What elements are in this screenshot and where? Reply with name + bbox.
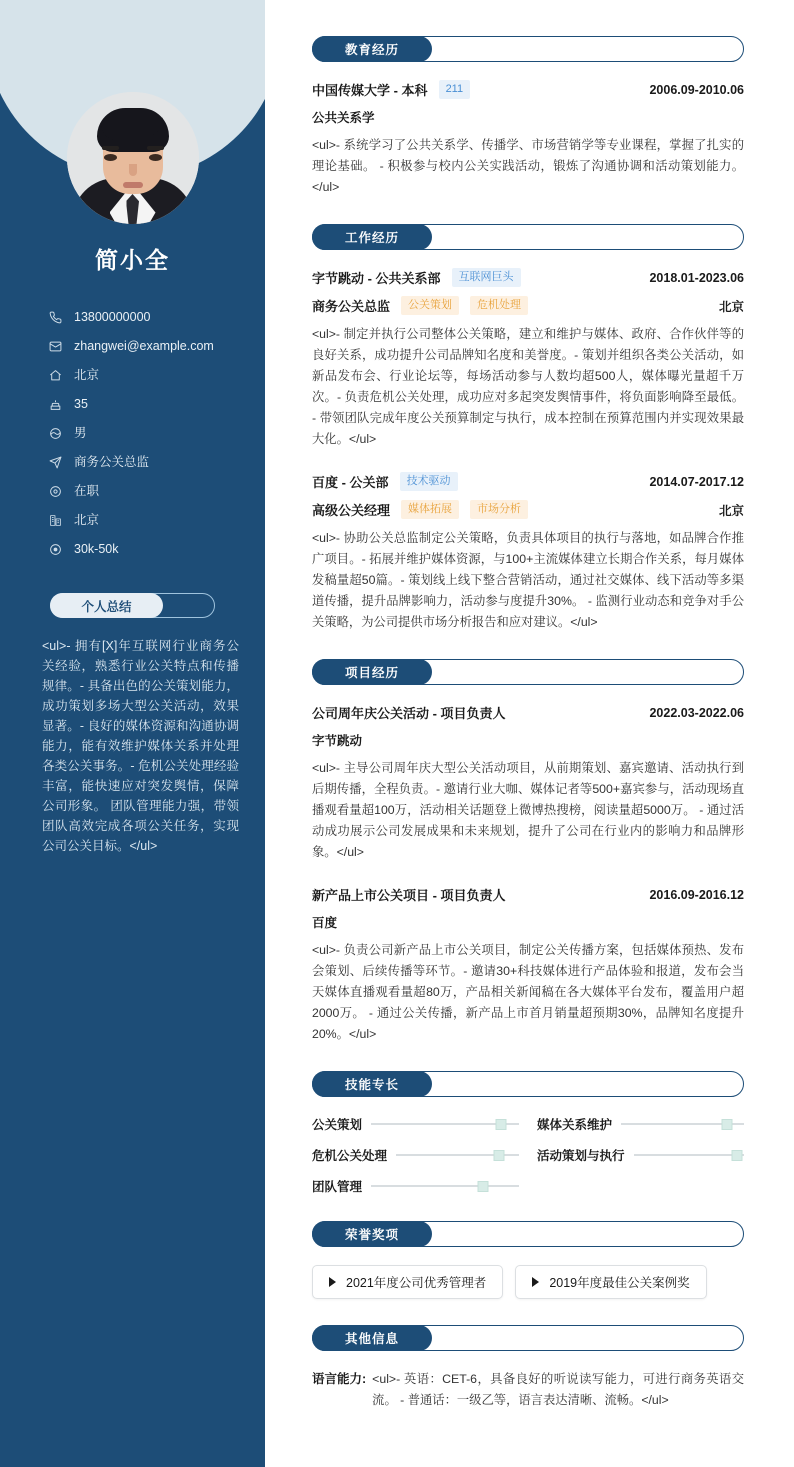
section-title: 荣誉奖项	[344, 1228, 399, 1242]
cake-icon	[46, 398, 65, 411]
skills-grid-spacer	[537, 1177, 744, 1195]
candidate-name: 简小全	[95, 247, 170, 273]
header-pill	[312, 659, 432, 685]
slider-track	[371, 1185, 519, 1187]
summary-title: 个人总结	[81, 599, 132, 614]
skill-item	[312, 1115, 519, 1133]
slider-knob[interactable]	[496, 1119, 507, 1130]
home-icon	[46, 369, 65, 382]
role-tags	[401, 296, 719, 315]
contact-item-target-role	[46, 448, 265, 476]
section-title: 项目经历	[344, 666, 399, 680]
project-name: 公司周年庆公关活动 - 项目负责人	[312, 706, 506, 721]
entry-header-row	[312, 472, 744, 491]
phone-icon	[46, 311, 65, 324]
other-info-key: 语言能力:	[312, 1372, 367, 1386]
skill-slider[interactable]	[621, 1117, 744, 1131]
sidebar	[0, 0, 265, 1467]
section-skills	[312, 1071, 744, 1195]
avatar	[67, 92, 199, 224]
contact-value: 北京	[74, 512, 100, 527]
section-other-info	[312, 1325, 744, 1411]
entry-header-row	[312, 268, 744, 287]
role-tags	[401, 500, 719, 519]
header-pill	[312, 1325, 432, 1351]
entry-header-row	[312, 80, 744, 99]
skills-grid	[312, 1115, 744, 1195]
header-pill	[312, 36, 432, 62]
entry-header-row	[312, 885, 744, 904]
contact-value: 在职	[74, 483, 100, 498]
project-company: 字节跳动	[312, 734, 363, 748]
project-date: 2022.03-2022.06	[649, 705, 744, 720]
slider-knob[interactable]	[732, 1150, 743, 1161]
play-triangle-icon	[532, 1277, 539, 1287]
job-title: 商务公关总监	[312, 299, 391, 314]
tag-badge: 互联网巨头	[452, 268, 521, 287]
other-info-row	[312, 1369, 744, 1411]
work-description: <ul>- 协助公关总监制定公关策略，负责具体项目的执行与落地，如品牌合作推广项目。- 拓展并维护媒体资源，与100+主流媒体建立长期合作关系，每月媒体发稿量超50篇。- 策划线上线下整合营销活动，通过社交媒体、线下活动等多渠道传播，提升品牌影响力，活动参与度提升30%。 - 监测行业动态和竞争对手公关策略，为公司提供市场分析报告和应对建议。</ul>	[312, 531, 744, 629]
entry-header-row	[312, 703, 744, 722]
company-name: 字节跳动 - 公共关系部	[312, 271, 441, 286]
header-pill	[312, 1071, 432, 1097]
section-header-skills	[312, 1071, 744, 1097]
section-title: 教育经历	[344, 43, 399, 57]
project-entry	[312, 703, 744, 863]
work-date: 2018.01-2023.06	[649, 270, 744, 285]
contact-value: zhangwei@example.com	[74, 338, 214, 353]
tag-badge: 危机处理	[470, 296, 528, 315]
work-location: 北京	[718, 299, 744, 314]
project-name: 新产品上市公关项目 - 项目负责人	[312, 888, 506, 903]
skill-label: 危机公关处理	[312, 1149, 388, 1163]
honor-label: 2021年度公司优秀管理者	[346, 1276, 487, 1290]
city-icon	[46, 514, 65, 527]
entry-role-row	[312, 296, 744, 315]
project-description: <ul>- 主导公司周年庆大型公关活动项目，从前期策划、嘉宾邀请、活动执行到后期传播，全程负责。- 邀请行业大咖、媒体记者等500+嘉宾参与，活动现场直播观看量超100万，活动相关话题登上微博热搜榜，阅读量超5000万。 - 通过活动成功展示公司发展成果和未来规划，提升了公司在行业内的影响力和品牌形象。</ul>	[312, 761, 744, 859]
contact-item-status	[46, 477, 265, 505]
contact-item-age	[46, 390, 265, 418]
contact-list	[0, 303, 265, 563]
summary-header-pill	[50, 593, 163, 618]
work-date: 2014.07-2017.12	[649, 474, 744, 489]
school-name: 中国传媒大学 - 本科	[312, 83, 428, 98]
gender-icon	[46, 427, 65, 440]
section-header-education	[312, 36, 744, 62]
section-header-project	[312, 659, 744, 685]
honor-label: 2019年度最佳公关案例奖	[549, 1276, 690, 1290]
section-work	[312, 224, 744, 633]
contact-value: 13800000000	[74, 309, 151, 324]
personal-summary-header	[50, 593, 215, 618]
skill-slider[interactable]	[634, 1148, 744, 1162]
project-entry	[312, 885, 744, 1045]
work-entry	[312, 268, 744, 450]
contact-value: 男	[74, 425, 87, 440]
skill-label: 活动策划与执行	[537, 1149, 625, 1163]
contact-item-location	[46, 361, 265, 389]
skill-label: 团队管理	[312, 1180, 363, 1194]
section-header-work	[312, 224, 744, 250]
section-honors	[312, 1221, 744, 1299]
skill-slider[interactable]	[371, 1117, 519, 1131]
entry-tags	[400, 472, 650, 491]
section-header-honors	[312, 1221, 744, 1247]
education-date: 2006.09-2010.06	[649, 82, 744, 97]
job-title: 高级公关经理	[312, 503, 391, 518]
work-location: 北京	[718, 503, 744, 518]
header-pill	[312, 224, 432, 250]
tag-badge: 211	[439, 80, 471, 99]
skill-item	[312, 1177, 519, 1195]
entry-role-row	[312, 500, 744, 519]
skill-item	[537, 1115, 744, 1133]
section-title: 技能专长	[344, 1078, 399, 1092]
mail-icon	[46, 340, 65, 353]
contact-item-city	[46, 506, 265, 534]
tag-badge: 市场分析	[470, 500, 528, 519]
slider-track	[634, 1154, 744, 1156]
play-triangle-icon	[329, 1277, 336, 1287]
work-description: <ul>- 制定并执行公司整体公关策略，建立和维护与媒体、政府、合作伙伴等的良好关系，成功提升公司品牌知名度和美誉度。- 策划并组织各类公关活动，如新品发布会、行业论坛等，每场活动参与人数均超500人，媒体曝光量超千万次。- 负责危机公关处理，成功应对多起突发舆情事件，将负面影响降至最低。 - 带领团队完成年度公关预算制定与执行，成本控制在预算范围内并实现效果最大化。</ul>	[312, 327, 744, 446]
contact-item-salary	[46, 535, 265, 563]
skill-item	[537, 1146, 744, 1164]
contact-value: 35	[74, 396, 88, 411]
project-date: 2016.09-2016.12	[649, 887, 744, 902]
avatar-photo	[67, 92, 199, 224]
skill-item	[312, 1146, 519, 1164]
entry-tags	[439, 80, 650, 99]
slider-knob[interactable]	[721, 1119, 732, 1130]
tag-badge: 公关策划	[401, 296, 459, 315]
honor-item[interactable]	[312, 1265, 503, 1299]
section-title: 工作经历	[344, 231, 399, 245]
entry-tags	[452, 268, 650, 287]
slider-knob[interactable]	[478, 1181, 489, 1192]
tag-badge: 媒体拓展	[401, 500, 459, 519]
honor-item[interactable]	[515, 1265, 706, 1299]
education-description: <ul>- 系统学习了公共关系学、传播学、市场营销学等专业课程，掌握了扎实的理论基础。 - 积极参与校内公关实践活动，锻炼了沟通协调和活动策划能力。</ul>	[312, 138, 744, 194]
honors-list	[312, 1265, 744, 1299]
main-content	[265, 0, 794, 1467]
slider-knob[interactable]	[494, 1150, 505, 1161]
section-header-other	[312, 1325, 744, 1351]
project-description: <ul>- 负责公司新产品上市公关项目，制定公关传播方案，包括媒体预热、发布会策划、后续传播等环节。- 邀请30+科技媒体进行产品体验和报道，发布会当天媒体直播观看量超80万，产品相关新闻稿在各大媒体平台发布，覆盖用户超2000万。 - 通过公关传播，新产品上市首月销量超预期30%，品牌知名度提升20%。</ul>	[312, 943, 744, 1041]
skill-label: 媒体关系维护	[537, 1118, 613, 1132]
skill-slider[interactable]	[396, 1148, 519, 1162]
skill-slider[interactable]	[371, 1179, 519, 1193]
status-icon	[46, 485, 65, 498]
contact-value: 30k-50k	[74, 541, 119, 556]
work-entry	[312, 472, 744, 633]
section-education	[312, 36, 744, 198]
other-info-value: <ul>- 英语：CET-6，具备良好的听说读写能力，可进行商务英语交流。 - 普通话：一级乙等，语言表达清晰、流畅。</ul>	[372, 1372, 744, 1407]
project-company: 百度	[312, 916, 338, 930]
education-major: 公共关系学	[312, 111, 375, 125]
company-name: 百度 - 公关部	[312, 475, 389, 490]
contact-item-gender	[46, 419, 265, 447]
education-entry	[312, 80, 744, 198]
header-pill	[312, 1221, 432, 1247]
personal-summary-text: <ul>- 拥有[X]年互联网行业商务公关经验，熟悉行业公关特点和传播规律。- 具备出色的公关策划能力，成功策划多场大型公关活动，效果显著。- 良好的媒体资源和沟通协调能力，能有效维护媒体关系并处理各类公关事务。- 危机公关处理经验丰富，能快速应对突发舆情，保障公司形象。 团队管理能力强，带领团队高效完成各项公关任务，实现公司公关目标。</ul>	[42, 639, 239, 853]
contact-value: 北京	[74, 367, 100, 382]
contact-item-phone	[46, 303, 265, 331]
tag-badge: 技术驱动	[400, 472, 458, 491]
section-project	[312, 659, 744, 1045]
contact-value: 商务公关总监	[74, 454, 150, 469]
send-icon	[46, 456, 65, 469]
skill-label: 公关策划	[312, 1118, 363, 1132]
salary-icon	[46, 543, 65, 556]
section-title: 其他信息	[344, 1332, 399, 1346]
contact-item-email	[46, 332, 265, 360]
